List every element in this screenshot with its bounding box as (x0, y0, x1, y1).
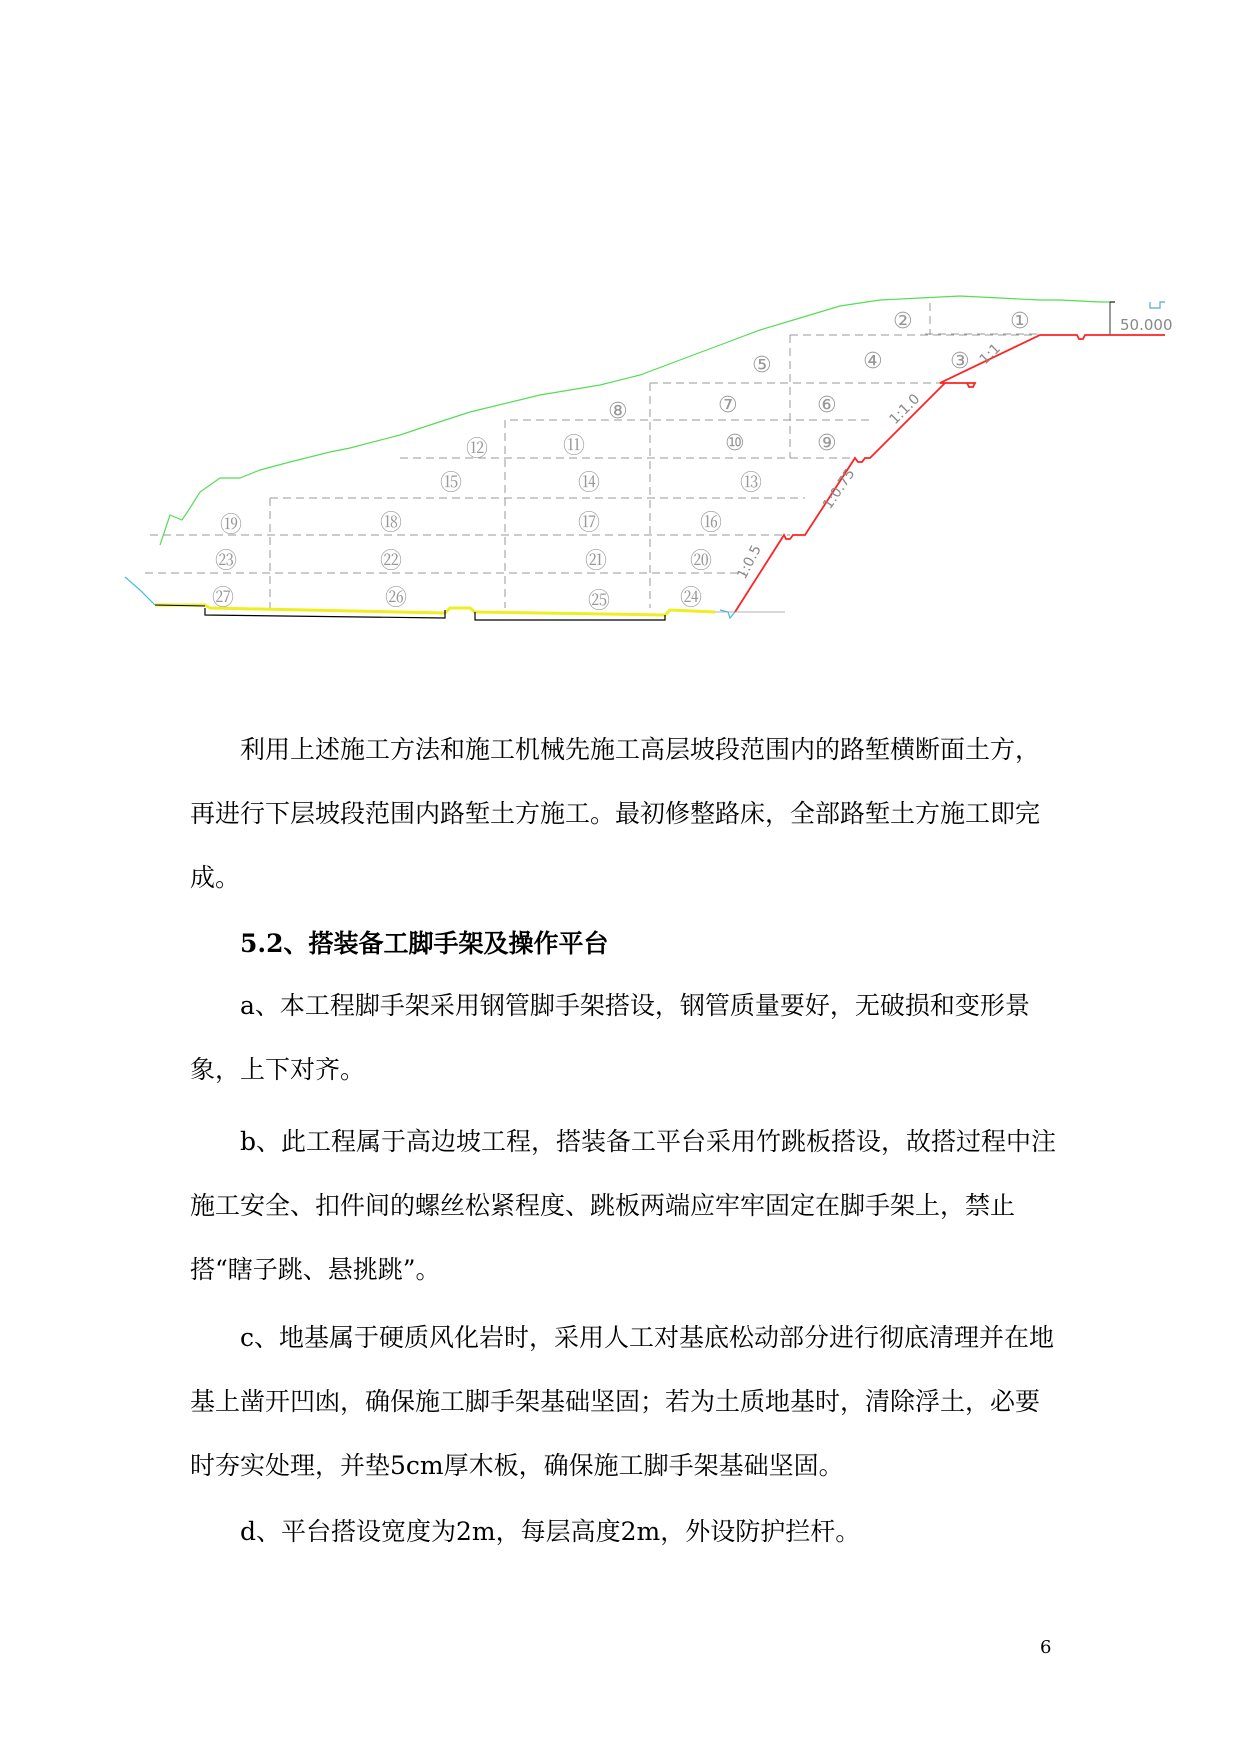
block-20: ⑳ (690, 549, 713, 574)
original-ground-line (160, 296, 1115, 545)
block-8: ⑧ (608, 399, 628, 424)
block-25: ㉕ (588, 589, 611, 614)
block-27: ㉗ (212, 586, 235, 611)
block-13: ⑬ (740, 471, 763, 496)
block-15: ⑮ (440, 471, 463, 496)
paragraph-d: d、平台搭设宽度为2m，每层高度2m，外设防护拦杆。 (240, 1517, 861, 1546)
block-6: ⑥ (817, 393, 837, 418)
block-21: ㉑ (585, 549, 608, 574)
block-22: ㉒ (380, 549, 403, 574)
slope-label-3: 1:0.75 (820, 466, 859, 513)
block-9: ⑨ (817, 431, 837, 456)
design-slope-line (735, 335, 1165, 612)
road-cut-cross-section-drawing (0, 0, 1241, 650)
bench-dashed-lines (145, 334, 1040, 573)
block-14: ⑭ (578, 471, 601, 496)
block-26: ㉖ (385, 586, 408, 611)
paragraph-b: b、此工程属于高边坡工程，搭装备工平台采用竹跳板搭设，故搭过程中注施工安全、扣件间的螺丝松紧程度、跳板两端应牢牢固定在脚手架上，禁止搭“瞎子跳、悬挑跳”。 (190, 1127, 1057, 1284)
slope-label-4: 1:0.5 (734, 542, 765, 582)
paragraph-c: c、地基属于硬质风化岩时，采用人工对基底松动部分进行彻底清理并在地基上凿开凹凼，确保施工脚手架基础坚固；若为土质地基时，清除浮土，必要时夯实处理，并垫5cm厚木板，确保施工脚手架基础坚固。 (190, 1323, 1055, 1480)
block-23: ㉓ (215, 549, 238, 574)
slope-label-2: 1:1.0 (886, 391, 924, 428)
section-heading: 5.2、搭装备工脚手架及操作平台 (240, 929, 609, 958)
block-18: ⑱ (380, 511, 403, 536)
page-number: 6 (1040, 1637, 1052, 1658)
block-19: ⑲ (220, 513, 243, 538)
elevation-label: 50.000 (1120, 316, 1173, 334)
block-3: ③ (950, 349, 970, 374)
block-4: ④ (863, 349, 883, 374)
block-5: ⑤ (752, 353, 772, 378)
block-16: ⑯ (700, 511, 723, 536)
subgrade-line (155, 605, 715, 615)
block-10: ⑩ (725, 431, 745, 456)
block-7: ⑦ (718, 393, 738, 418)
slope-label-1: 1:1 (976, 340, 1004, 368)
block-11: ⑪ (563, 434, 586, 459)
block-24: ㉔ (680, 586, 703, 611)
block-12: ⑫ (466, 437, 489, 462)
paragraph-intro: 利用上述施工方法和施工机械先施工高层坡段范围内的路堑横断面土方，再进行下层坡段范围内路堑土方施工。最初修整路床，全部路堑土方施工即完成。 (190, 735, 1041, 892)
block-2: ② (893, 309, 913, 334)
block-1: ① (1010, 309, 1030, 334)
block-17: ⑰ (578, 511, 601, 536)
paragraph-a: a、本工程脚手架采用钢管脚手架搭设，钢管质量要好，无破损和变形景象，上下对齐。 (190, 991, 1030, 1084)
